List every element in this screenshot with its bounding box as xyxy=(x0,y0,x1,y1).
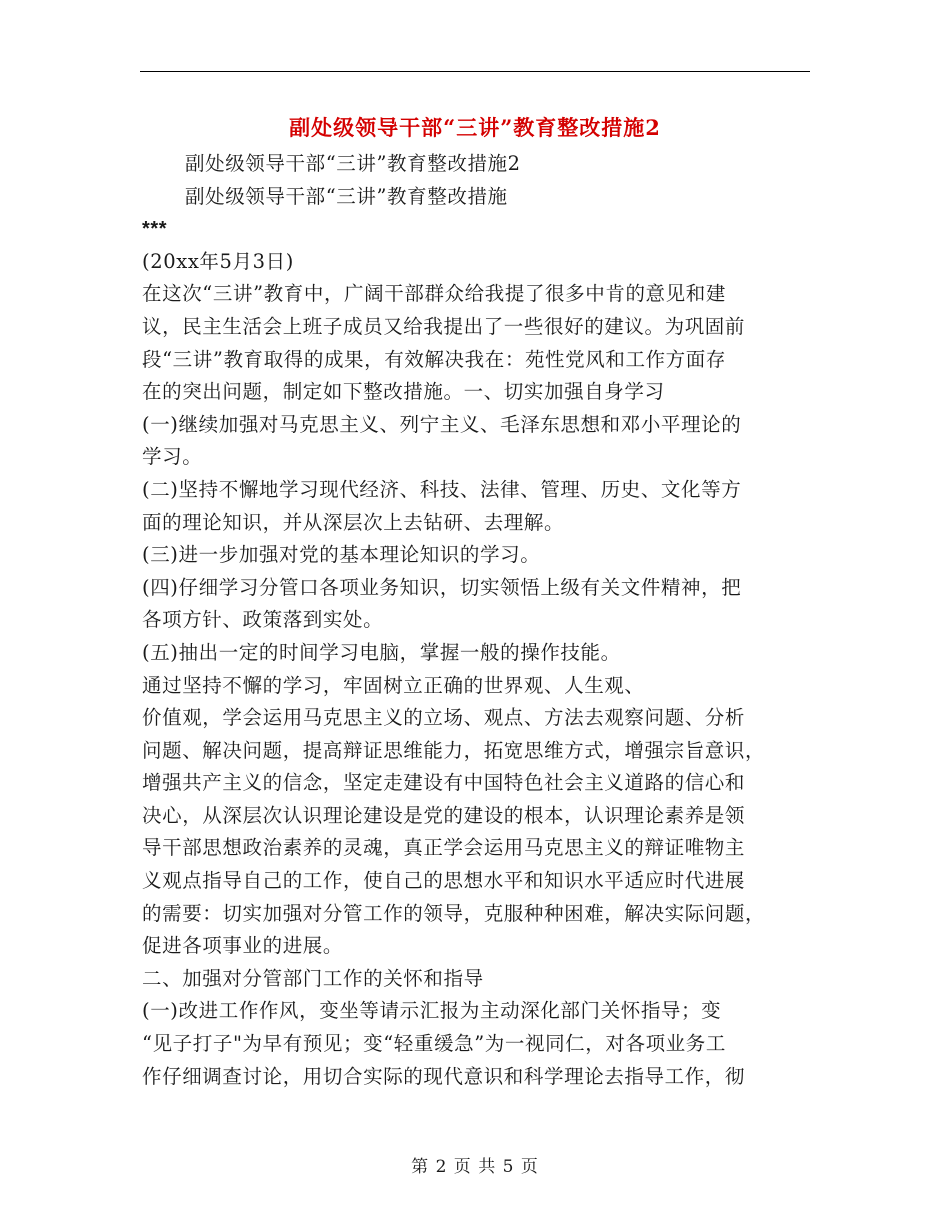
body-line: (一)继续加强对马克思主义、列宁主义、毛泽东思想和邓小平理论的 xyxy=(142,412,742,436)
body-line: (三)进一步加强对党的基本理论知识的学习。 xyxy=(142,543,541,567)
body-line: “见子打子"为早有预见；变“轻重缓急”为一视同仁，对各项业务工 xyxy=(142,1032,726,1056)
body-line: 价值观，学会运用马克思主义的立场、观点、方法去观察问题、分析 xyxy=(142,706,746,730)
body-line: 在这次“三讲”教育中，广阔干部群众给我提了很多中肯的意见和建 xyxy=(142,282,726,306)
body-line: 义观点指导自己的工作，使自己的思想水平和知识水平适应时代进展 xyxy=(142,869,746,893)
body-line: 决心，从深层次认识理论建设是党的建设的根本，认识理论素养是领 xyxy=(142,803,746,827)
date-line: (20xx年5月3日) xyxy=(142,249,294,273)
body-line: 议，民主生活会上班子成员又给我提出了一些很好的建议。为巩固前 xyxy=(142,314,746,338)
body-line: (一)改进工作作风，变坐等请示汇报为主动深化部门关怀指导；变 xyxy=(142,999,722,1023)
document-title: 副处级领导干部“三讲”教育整改措施2 xyxy=(289,115,661,140)
document-body xyxy=(142,148,812,1093)
body-line: 段“三讲”教育取得的成果，有效解决我在：苑性党风和工作方面存 xyxy=(142,347,726,371)
section-heading: 二、加强对分管部门工作的关怀和指导 xyxy=(142,966,484,990)
body-line: *** xyxy=(142,218,168,241)
body-line: 的需要：切实加强对分管工作的领导，克服种种困难，解决实际问题， xyxy=(142,901,766,925)
header-rule xyxy=(140,71,810,72)
body-line: 作仔细调查讨论，用切合实际的现代意识和科学理论去指导工作，彻 xyxy=(142,1064,746,1088)
body-line: 学习。 xyxy=(142,445,203,469)
page-number: 第 2 页 共 5 页 xyxy=(411,1157,539,1177)
body-line: 副处级领导干部“三讲”教育整改措施2 xyxy=(185,152,521,175)
body-line: 面的理论知识，并从深层次上去钻研、去理解。 xyxy=(142,510,565,534)
body-line: (二)坚持不懈地学习现代经济、科技、法律、管理、历史、文化等方 xyxy=(142,477,742,501)
body-line: 增强共产主义的信念，坚定走建设有中国特色社会主义道路的信心和 xyxy=(142,771,746,795)
body-line: 促进各项事业的进展。 xyxy=(142,934,344,958)
body-line: (五)抽出一定的时间学习电脑，掌握一般的操作技能。 xyxy=(142,640,621,664)
body-line: (四)仔细学习分管口各项业务知识，切实领悟上级有关文件精神，把 xyxy=(142,575,742,599)
body-line: 副处级领导干部“三讲”教育整改措施 xyxy=(185,184,508,208)
body-line: 问题、解决问题，提高辩证思维能力，拓宽思维方式，增强宗旨意识， xyxy=(142,738,766,762)
body-line: 导干部思想政治素养的灵魂，真正学会运用马克思主义的辩证唯物主 xyxy=(142,836,746,860)
body-line: 通过坚持不懈的学习，牢固树立正确的世界观、人生观、 xyxy=(142,673,645,697)
body-line: 各项方针、政策落到实处。 xyxy=(142,608,384,632)
body-line: 在的突出问题，制定如下整改措施。一、切实加强自身学习 xyxy=(142,380,665,404)
